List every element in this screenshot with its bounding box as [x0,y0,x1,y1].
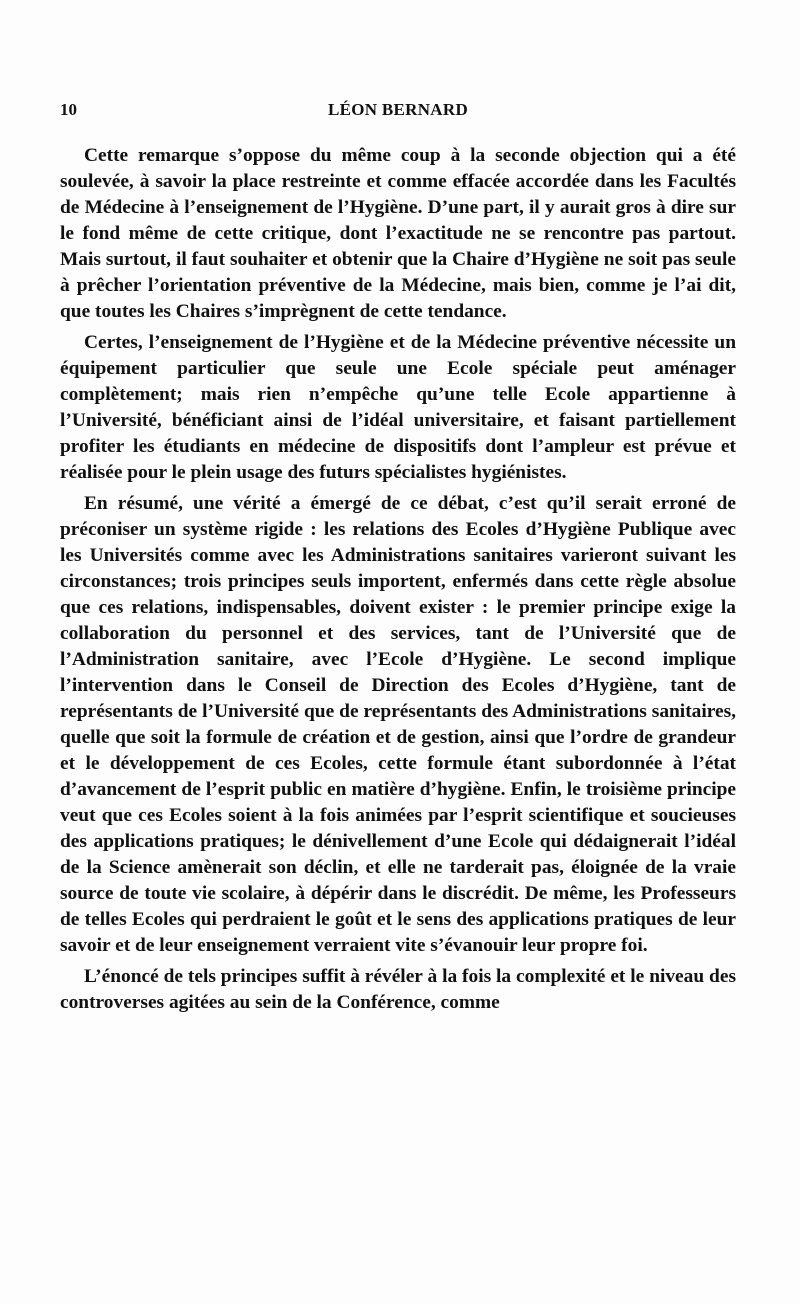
page-number: 10 [60,100,77,119]
body-text [60,143,736,1021]
running-head-title: LÉON BERNARD [327,100,469,119]
paragraph-2: Certes, l’enseignement de l’Hygiène et de la Médecine préventive nécessite un équipement particulier que seule une Ecole spéciale peut aménager complètement; mais rien n’empêche qu’une telle Ecole appartienne à l’Université, bénéficiant ainsi de l’idéal universitaire, et faisant partiellement profiter les étudiants en médecine de dispositifs dont l’ampleur est prévue et réalisée pour le plein usage des futurs spécialistes hygiénistes. [60,332,736,483]
running-head [60,100,736,124]
paragraph-3: En résumé, une vérité a émergé de ce débat, c’est qu’il serait erroné de préconiser un système rigide : les relations des Ecoles d’Hygiène Publique avec les Universités comme avec les Administrations sanitaires varieront suivant les circonstances; trois principes seuls importent, enfermés dans cette règle absolue que ces relations, indispensables, doivent exister : le premier principe exige la collaboration du personnel et des services, tant de l’Université que de l’Administration sanitaire, avec l’Ecole d’Hygiène. Le second implique l’intervention dans le Conseil de Direction des Ecoles d’Hygiène, tant de représentants de l’Université que de représentants des Administrations sanitaires, quelle que soit la formule de création et de gestion, ainsi que l’ordre de grandeur et le développement de ces Ecoles, cette formule étant subordonnée à l’état d’avancement de l’esprit public en matière d’hygiène. Enfin, le troisième principe veut que ces Ecoles soient à la fois animées par l’esprit scientifique et soucieuses des applications pratiques; le dénivellement d’une Ecole qui dédaignerait l’idéal de la Science amènerait son déclin, et elle ne tarderait pas, éloignée de la vraie source de toute vie scolaire, à dépérir dans le discrédit. De même, les Professeurs de telles Ecoles qui perdraient le goût et le sens des applications pratiques de leur savoir et de leur enseignement verraient vite s’évanouir leur propre foi. [60,493,736,956]
paragraph-4: L’énoncé de tels principes suffit à révéler à la fois la complexité et le niveau des controverses agitées au sein de la Conférence, comme [60,966,736,1013]
paragraph-1: Cette remarque s’oppose du même coup à la seconde objection qui a été soulevée, à savoir la place restreinte et comme effacée accordée dans les Facultés de Médecine à l’enseignement de l’Hygiène. D’une part, il y aurait gros à dire sur le fond même de cette critique, dont l’exactitude ne se rencontre pas partout. Mais surtout, il faut souhaiter et obtenir que la Chaire d’Hygiène ne soit pas seule à prêcher l’orientation préventive de la Médecine, mais bien, comme je l’ai dit, que toutes les Chaires s’imprègnent de cette tendance. [60,145,736,322]
